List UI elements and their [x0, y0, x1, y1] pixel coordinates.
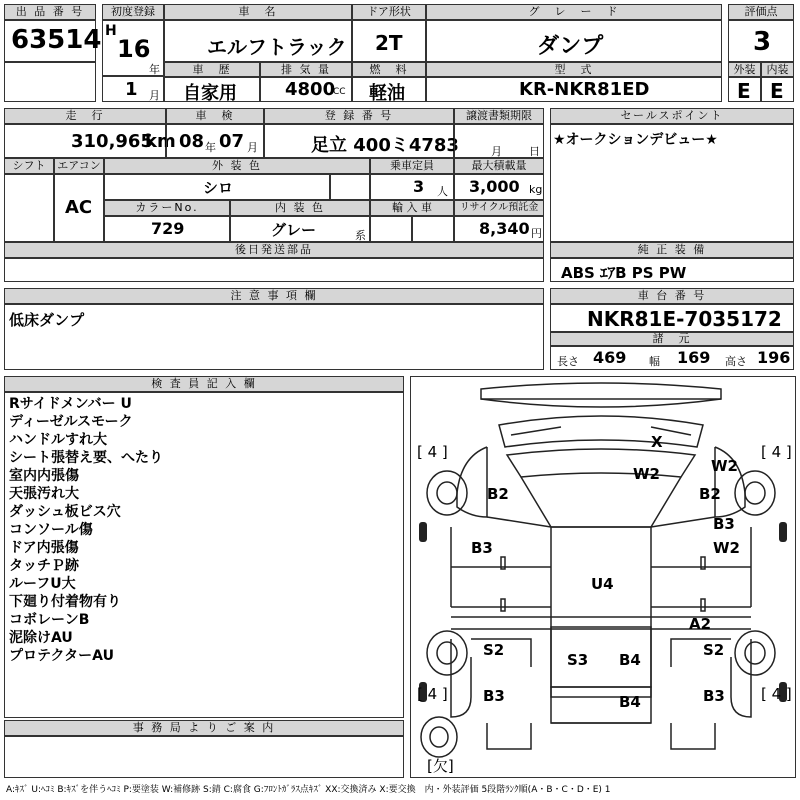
max-load-cell	[454, 174, 544, 200]
damage-mark: B3	[471, 539, 493, 557]
chassis-cell	[550, 304, 794, 332]
spec-label: 諸 元	[550, 332, 794, 346]
length-label: 長さ	[557, 355, 579, 368]
damage-mark: B4	[619, 693, 641, 711]
recycle-fee-cell	[454, 216, 544, 242]
chassis-label: 車 台 番 号	[550, 288, 794, 304]
exterior-color-label: 外 装 色	[104, 158, 370, 174]
shift-cell	[4, 174, 54, 242]
damage-mark: B2	[487, 485, 509, 503]
later-parts-label: 後日発送部品	[4, 242, 544, 258]
note-line: ダッシュ板ビス穴	[9, 504, 121, 520]
inspection-label: 車 検	[166, 108, 264, 124]
spec-cell	[550, 346, 794, 370]
exterior-cell	[728, 76, 761, 102]
inspection-year: 08	[179, 131, 205, 152]
damage-mark: W2	[713, 539, 740, 557]
inspection-month-unit: 月	[247, 141, 258, 154]
exterior-color-extra	[330, 174, 370, 200]
fuel-label: 燃 料	[352, 62, 426, 78]
inspector-notes	[4, 392, 404, 718]
km-unit: km	[145, 131, 176, 152]
note-line: ディーゼルスモーク	[9, 414, 133, 430]
inspector-notes-label: 検 査 員 記 入 欄	[4, 376, 404, 392]
grade: ダンプ	[537, 34, 604, 59]
door-cell	[352, 20, 426, 62]
note-line: コボレーンB	[9, 612, 90, 628]
exterior-grade: E	[737, 79, 751, 103]
damage-mark: S2	[703, 641, 725, 659]
score-cell	[728, 20, 794, 62]
registration-cell	[264, 124, 459, 158]
width: 169	[677, 348, 711, 367]
equipment-cell	[550, 258, 794, 282]
interior-grade: E	[770, 79, 784, 103]
lot-number-blank	[4, 62, 96, 102]
tire-tread-rear-left: [ 4 ]	[417, 685, 448, 703]
damage-mark: X	[651, 433, 663, 451]
mileage: 310,965	[71, 131, 153, 152]
note-line: タッチＰ跡	[9, 558, 79, 574]
score: 3	[753, 27, 772, 57]
door-type: 2T	[375, 31, 403, 55]
max-load-unit: kg	[529, 183, 543, 196]
history-cell	[164, 76, 260, 102]
height: 196	[757, 348, 791, 367]
exterior-color: シロ	[203, 179, 234, 197]
grade-label: グ レ ー ド	[426, 4, 722, 20]
registration-label: 登 録 番 号	[264, 108, 454, 124]
car-name-cell	[164, 20, 352, 62]
ac-cell	[54, 174, 104, 242]
note-line: ドア内張傷	[9, 540, 79, 556]
transfer-deadline-cell	[454, 124, 544, 158]
equipment-text: ABS ｴｱB PS PW	[561, 264, 687, 282]
ac-label: エアコン	[54, 158, 104, 174]
exterior-label: 外装	[728, 62, 761, 78]
note-line: シート張替え要、へたり	[9, 450, 163, 466]
fuel: 軽油	[369, 83, 405, 104]
era: H	[105, 23, 117, 39]
note-line: コンソール傷	[9, 522, 93, 538]
import-cell-1	[370, 216, 412, 242]
interior-color-label: 内 装 色	[230, 200, 370, 216]
displacement: 4800	[285, 79, 336, 100]
import-cell-2	[412, 216, 454, 242]
model-cell	[426, 76, 722, 102]
score-label: 評価点	[728, 4, 794, 20]
model-label: 型 式	[426, 62, 722, 78]
max-load-label: 最大積載量	[454, 158, 544, 174]
damage-mark: B3	[483, 687, 505, 705]
displacement-cell	[260, 76, 352, 102]
inspection-cell	[166, 124, 264, 158]
capacity-cell	[370, 174, 454, 200]
length: 469	[593, 348, 627, 367]
tire-tread-front-right: [ 4 ]	[761, 443, 792, 461]
recycle-fee-unit: 円	[531, 227, 542, 240]
car-name: エルフトラック	[207, 35, 347, 59]
caution-cell	[4, 304, 544, 370]
lot-number-cell	[4, 20, 102, 62]
height-label: 高さ	[725, 355, 747, 368]
mileage-label: 走 行	[4, 108, 166, 124]
mileage-cell	[4, 124, 176, 158]
capacity-label: 乗車定員	[370, 158, 454, 174]
history: 自家用	[183, 83, 237, 104]
first-registration-year-cell	[102, 20, 164, 76]
damage-mark: B2	[699, 485, 721, 503]
grade-cell	[426, 20, 722, 62]
inspection-month: 07	[219, 131, 245, 152]
later-parts-cell	[4, 258, 544, 282]
damage-mark: S3	[567, 651, 589, 669]
shift-label: シフト	[4, 158, 54, 174]
year-unit: 年	[149, 63, 160, 76]
caution-text: 低床ダンプ	[9, 311, 85, 329]
chassis-number: NKR81E-7035172	[587, 307, 782, 331]
transfer-month-unit: 月	[491, 145, 502, 158]
sales-point-label: セールスポイント	[550, 108, 794, 124]
interior-color-cell	[230, 216, 370, 242]
max-load: 3,000	[469, 177, 520, 196]
model: KR-NKR81ED	[519, 79, 650, 100]
recycle-fee: 8,340	[479, 219, 530, 238]
lot-number-label: 出 品 番 号	[4, 4, 96, 20]
damage-diagram	[410, 376, 796, 778]
recycle-fee-label: リサイクル預託金	[454, 200, 544, 216]
note-line: ハンドルすれ大	[9, 432, 107, 448]
ac-value: AC	[65, 197, 93, 218]
damage-mark: B3	[713, 515, 735, 533]
door-label: ドア形状	[352, 4, 426, 20]
color-number-label: カラーNo.	[104, 200, 230, 216]
width-label: 幅	[649, 355, 660, 368]
color-number: 729	[151, 219, 185, 238]
office-notice-label: 事 務 局 よ り ご 案 内	[4, 720, 404, 736]
note-line: 下廻り付着物有り	[9, 594, 121, 610]
fuel-cell	[352, 76, 426, 102]
first-registration-label: 初度登録	[102, 4, 164, 20]
transfer-day-unit: 日	[529, 145, 540, 158]
capacity: 3	[413, 177, 425, 196]
tire-tread-rear-right: [ 4 ]	[761, 685, 792, 703]
interior-label: 内装	[761, 62, 794, 78]
note-line: 天張汚れ大	[9, 486, 79, 502]
sales-point-cell	[550, 124, 794, 242]
color-number-cell	[104, 216, 230, 242]
damage-mark: S2	[483, 641, 505, 659]
spare-tire-status: [欠]	[427, 757, 454, 775]
first-registration-month-cell	[102, 76, 164, 102]
note-line: プロテクターAU	[9, 648, 114, 664]
damage-mark: A2	[689, 615, 712, 633]
inspection-year-unit: 年	[205, 141, 216, 154]
legend-footer: A:ｷｽﾞ U:ﾍｺﾐ B:ｷｽﾞを伴うﾍｺﾐ P:要塗装 W:補修跡 S:錆 C:腐食 G:ﾌﾛﾝﾄｶﾞﾗｽ点ｷｽﾞ XX:交換済み X:要交換 内・外装評価 5段階ﾗﾝｸ順(A・B・C・D・E) 1	[6, 785, 611, 795]
interior-color-suffix: 系	[355, 229, 366, 242]
damage-mark: B4	[619, 651, 641, 669]
note-line: 室内内張傷	[9, 468, 79, 484]
lot-number: 63514	[11, 25, 102, 55]
registration-number: 足立 400ミ4783	[311, 135, 459, 156]
first-registration-year: 16	[117, 35, 151, 63]
first-registration-month: 1	[125, 79, 138, 100]
tire-tread-front-left: [ 4 ]	[417, 443, 448, 461]
cc-unit: CC	[333, 87, 346, 97]
note-line: Rサイドメンバー U	[9, 396, 132, 412]
car-name-label: 車 名	[164, 4, 352, 20]
displacement-label: 排 気 量	[260, 62, 352, 78]
capacity-unit: 人	[437, 185, 448, 198]
note-line: 泥除けAU	[9, 630, 73, 646]
damage-mark: U4	[591, 575, 614, 593]
caution-label: 注 意 事 項 欄	[4, 288, 544, 304]
month-unit: 月	[149, 89, 160, 102]
history-label: 車 歴	[164, 62, 260, 78]
damage-mark: W2	[633, 465, 660, 483]
damage-mark: B3	[703, 687, 725, 705]
note-line: ルーフU大	[9, 576, 76, 592]
office-notice-cell	[4, 736, 404, 778]
interior-color: グレー	[271, 221, 317, 239]
sales-point-text: ★オークションデビュー★	[553, 132, 718, 148]
equipment-label: 純 正 装 備	[550, 242, 794, 258]
damage-mark: W2	[711, 457, 738, 475]
import-label: 輸 入 車	[370, 200, 454, 216]
interior-cell	[761, 76, 794, 102]
transfer-deadline-label: 譲渡書類期限	[454, 108, 544, 124]
exterior-color-cell	[104, 174, 330, 200]
